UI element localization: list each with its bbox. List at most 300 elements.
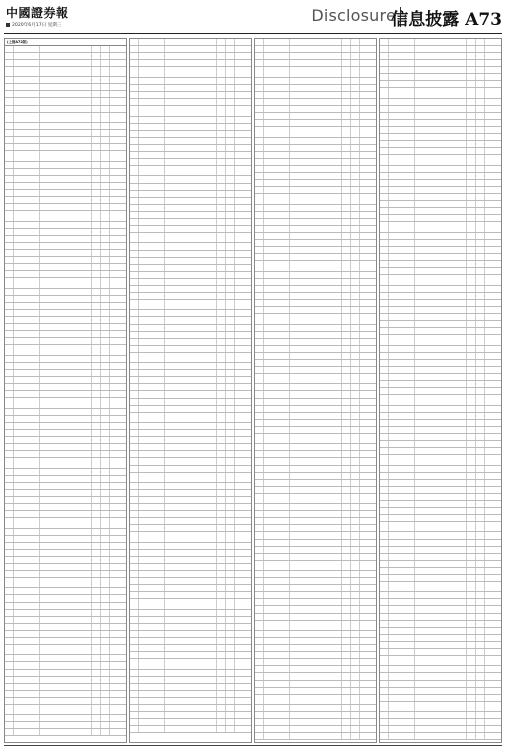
table-cell — [130, 106, 139, 116]
table-cell — [139, 191, 165, 197]
table-cell — [485, 568, 501, 574]
table-cell — [110, 458, 126, 468]
table-cell — [264, 46, 290, 52]
table-row — [380, 155, 501, 166]
table-cell — [389, 508, 415, 514]
table-cell — [14, 437, 40, 443]
table-cell — [217, 138, 226, 144]
table-cell — [255, 631, 264, 637]
table-row — [380, 353, 501, 360]
table-cell — [467, 726, 476, 732]
table-cell — [92, 151, 101, 161]
table-cell — [415, 487, 467, 493]
table-cell — [351, 53, 360, 59]
table-cell — [290, 127, 342, 137]
table-cell — [101, 197, 110, 203]
table-cell — [14, 670, 40, 676]
table-row — [255, 78, 376, 85]
table-cell — [235, 377, 251, 383]
table-row — [380, 233, 501, 240]
table-cell — [226, 106, 235, 116]
table-cell — [14, 197, 40, 203]
table-cell — [255, 494, 264, 504]
table-row — [255, 540, 376, 547]
table-cell — [40, 543, 92, 549]
table-cell — [255, 233, 264, 239]
table-row — [380, 649, 501, 656]
table-cell — [14, 715, 40, 721]
table-cell — [380, 67, 389, 73]
table-cell — [217, 85, 226, 91]
table-cell — [92, 77, 101, 83]
table-row — [255, 173, 376, 180]
table-cell — [226, 233, 235, 243]
table-cell — [360, 391, 376, 397]
table-cell — [380, 688, 389, 694]
table-cell — [110, 53, 126, 59]
table-cell — [165, 444, 217, 450]
table-cell — [165, 325, 217, 331]
table-cell — [360, 494, 376, 504]
table-cell — [110, 98, 126, 104]
table-cell — [101, 370, 110, 376]
table-cell — [342, 247, 351, 253]
table-cell — [264, 673, 290, 679]
table-cell — [342, 325, 351, 331]
table-cell — [110, 151, 126, 161]
table-cell — [389, 173, 415, 179]
table-cell — [264, 638, 290, 644]
table-cell — [360, 240, 376, 246]
table-cell — [235, 490, 251, 496]
table-cell — [217, 571, 226, 577]
table-cell — [101, 151, 110, 161]
table-row — [380, 568, 501, 575]
table-cell — [351, 554, 360, 560]
table-cell — [415, 532, 467, 538]
table-cell — [101, 670, 110, 676]
table-cell — [380, 99, 389, 105]
table-cell — [467, 353, 476, 359]
table-row — [255, 631, 376, 638]
table-cell — [139, 610, 165, 616]
table-row — [255, 733, 376, 740]
table-row — [5, 578, 126, 589]
table-cell — [130, 458, 139, 464]
table-cell — [415, 480, 467, 486]
table-cell — [14, 705, 40, 715]
table-cell — [5, 144, 14, 150]
table-cell — [415, 681, 467, 687]
table-cell — [92, 53, 101, 59]
table-cell — [360, 127, 376, 137]
table-cell — [14, 645, 40, 655]
table-cell — [110, 684, 126, 690]
table-row — [380, 702, 501, 713]
table-cell — [380, 148, 389, 154]
table-row — [255, 219, 376, 226]
table-row — [380, 473, 501, 480]
table-cell — [165, 413, 217, 423]
table-cell — [351, 60, 360, 66]
table-cell — [101, 384, 110, 390]
table-cell — [217, 430, 226, 436]
table-cell — [467, 666, 476, 672]
table-cell — [101, 645, 110, 655]
table-cell — [110, 631, 126, 637]
table-cell — [360, 532, 376, 538]
table-cell — [290, 180, 342, 186]
table-cell — [290, 391, 342, 397]
table-row — [130, 705, 251, 712]
table-cell — [217, 293, 226, 299]
table-row — [380, 120, 501, 127]
table-cell — [226, 423, 235, 429]
table-row — [380, 307, 501, 314]
table-row — [130, 497, 251, 504]
table-cell — [360, 226, 376, 232]
table-cell — [226, 543, 235, 549]
table-cell — [476, 247, 485, 253]
table-cell — [14, 631, 40, 637]
table-cell — [380, 360, 389, 366]
table-cell — [415, 381, 467, 387]
table-cell — [264, 652, 290, 658]
table-cell — [5, 264, 14, 270]
table-cell — [5, 67, 14, 77]
table-cell — [101, 204, 110, 210]
table-cell — [389, 614, 415, 620]
table-row — [130, 39, 251, 46]
table-cell — [342, 212, 351, 218]
table-cell — [255, 247, 264, 253]
table-cell — [255, 726, 264, 732]
table-cell — [110, 437, 126, 443]
table-cell — [101, 229, 110, 235]
table-cell — [360, 631, 376, 637]
table-row — [130, 458, 251, 465]
table-cell — [101, 222, 110, 228]
table-cell — [235, 624, 251, 630]
table-cell — [255, 226, 264, 232]
table-cell — [92, 617, 101, 623]
table-cell — [389, 215, 415, 221]
table-cell — [342, 673, 351, 679]
table-cell — [290, 173, 342, 179]
table-cell — [415, 568, 467, 574]
table-row — [130, 532, 251, 543]
table-cell — [290, 307, 342, 313]
table-row — [5, 310, 126, 317]
table-cell — [139, 78, 165, 84]
table-row — [380, 81, 501, 88]
table-cell — [130, 557, 139, 563]
table-row — [5, 518, 126, 529]
table-cell — [139, 705, 165, 711]
table-row — [255, 272, 376, 279]
table-row — [5, 610, 126, 617]
table-cell — [14, 409, 40, 415]
table-cell — [101, 423, 110, 429]
table-cell — [255, 688, 264, 694]
table-cell — [110, 476, 126, 482]
table-row — [380, 606, 501, 613]
table-cell — [165, 159, 217, 165]
table-row — [255, 444, 376, 451]
table-row — [130, 698, 251, 705]
table-cell — [40, 123, 92, 129]
table-cell — [360, 712, 376, 718]
table-row — [380, 395, 501, 406]
table-cell — [101, 722, 110, 728]
table-cell — [5, 345, 14, 355]
table-cell — [485, 141, 501, 147]
table-cell — [110, 162, 126, 168]
table-cell — [5, 595, 14, 601]
table-cell — [165, 691, 217, 697]
table-cell — [226, 243, 235, 249]
table-cell — [110, 384, 126, 390]
table-cell — [101, 617, 110, 623]
table-cell — [110, 624, 126, 630]
table-cell — [476, 155, 485, 165]
table-cell — [380, 81, 389, 87]
table-cell — [360, 205, 376, 211]
table-cell — [415, 254, 467, 260]
table-cell — [255, 413, 264, 419]
table-cell — [40, 384, 92, 390]
table-cell — [389, 554, 415, 560]
table-cell — [290, 458, 342, 464]
table-cell — [40, 345, 92, 355]
table-cell — [485, 395, 501, 405]
table-cell — [360, 254, 376, 260]
table-cell — [101, 250, 110, 256]
table-cell — [226, 145, 235, 151]
table-cell — [92, 504, 101, 510]
table-row — [130, 384, 251, 391]
table-cell — [139, 176, 165, 182]
table-cell — [342, 60, 351, 66]
table-row — [255, 293, 376, 300]
table-row — [5, 356, 126, 363]
table-cell — [14, 204, 40, 210]
table-cell — [467, 286, 476, 292]
dateline-text: 2020年6月17日 星期三 — [12, 23, 62, 28]
table-cell — [351, 293, 360, 299]
table-cell — [255, 339, 264, 345]
table-cell — [40, 705, 92, 715]
table-cell — [389, 328, 415, 334]
table-cell — [342, 631, 351, 637]
table-cell — [380, 187, 389, 193]
table-cell — [226, 610, 235, 616]
table-cell — [139, 659, 165, 669]
table-cell — [5, 317, 14, 323]
table-cell — [101, 169, 110, 175]
table-cell — [467, 60, 476, 66]
table-cell — [110, 91, 126, 97]
table-cell — [235, 85, 251, 91]
table-cell — [476, 406, 485, 412]
table-cell — [226, 310, 235, 316]
table-cell — [101, 476, 110, 482]
table-cell — [290, 286, 342, 292]
table-cell — [360, 180, 376, 186]
table-cell — [5, 356, 14, 362]
table-cell — [467, 614, 476, 620]
table-cell — [264, 391, 290, 397]
table-cell — [139, 458, 165, 464]
table-cell — [415, 515, 467, 521]
table-cell — [165, 652, 217, 658]
table-cell — [217, 92, 226, 98]
table-cell — [342, 85, 351, 91]
table-cell — [467, 420, 476, 426]
table-cell — [360, 353, 376, 359]
table-cell — [264, 346, 290, 352]
table-rows — [380, 39, 501, 742]
table-cell — [380, 300, 389, 306]
table-cell — [235, 659, 251, 669]
table-row — [255, 67, 376, 78]
table-cell — [235, 726, 251, 732]
table-cell — [351, 120, 360, 126]
table-cell — [5, 338, 14, 344]
table-cell — [360, 480, 376, 486]
table-cell — [217, 346, 226, 352]
table-cell — [235, 466, 251, 472]
table-cell — [92, 430, 101, 436]
table-cell — [139, 617, 165, 623]
table-cell — [380, 712, 389, 718]
table-cell — [5, 151, 14, 161]
table-row — [255, 85, 376, 92]
table-cell — [110, 430, 126, 436]
table-cell — [40, 197, 92, 203]
table-row — [380, 367, 501, 374]
table-cell — [217, 279, 226, 285]
table-cell — [290, 504, 342, 510]
table-cell — [226, 684, 235, 690]
table-cell — [351, 205, 360, 211]
table-cell — [415, 733, 467, 739]
table-cell — [467, 582, 476, 592]
table-cell — [165, 145, 217, 151]
table-cell — [360, 67, 376, 77]
table-cell — [130, 564, 139, 570]
table-cell — [5, 603, 14, 609]
table-row — [130, 638, 251, 645]
table-cell — [342, 367, 351, 373]
table-cell — [467, 702, 476, 712]
table-cell — [40, 670, 92, 676]
table-cell — [476, 261, 485, 267]
table-cell — [485, 726, 501, 732]
table-cell — [226, 504, 235, 510]
table-row — [255, 60, 376, 67]
table-cell — [255, 194, 264, 204]
table-cell — [255, 554, 264, 560]
table-cell — [342, 346, 351, 352]
table-cell — [360, 578, 376, 584]
table-row — [255, 487, 376, 494]
table-cell — [255, 652, 264, 658]
table-cell — [415, 406, 467, 412]
table-cell — [14, 458, 40, 468]
table-cell — [415, 427, 467, 433]
table-cell — [101, 518, 110, 528]
table-cell — [101, 409, 110, 415]
table-cell — [110, 106, 126, 112]
table-row — [380, 254, 501, 261]
table-cell — [40, 578, 92, 588]
table-cell — [380, 532, 389, 538]
table-cell — [14, 603, 40, 609]
table-row — [130, 564, 251, 571]
table-cell — [389, 233, 415, 239]
table-cell — [139, 124, 165, 130]
table-cell — [380, 455, 389, 465]
table-cell — [110, 564, 126, 570]
table-cell — [101, 677, 110, 683]
table-cell — [226, 444, 235, 450]
table-cell — [264, 180, 290, 186]
table-cell — [139, 293, 165, 299]
table-cell — [92, 106, 101, 112]
table-cell — [485, 666, 501, 672]
table-cell — [255, 451, 264, 457]
table-cell — [165, 198, 217, 204]
table-cell — [101, 437, 110, 443]
table-cell — [485, 649, 501, 655]
table-cell — [351, 332, 360, 338]
table-cell — [290, 78, 342, 84]
table-cell — [40, 490, 92, 496]
table-cell — [217, 219, 226, 225]
table-cell — [389, 547, 415, 553]
table-cell — [476, 141, 485, 147]
table-cell — [485, 522, 501, 532]
table-cell — [290, 406, 342, 412]
table-row — [255, 621, 376, 632]
table-cell — [130, 511, 139, 517]
table-cell — [92, 458, 101, 468]
table-cell — [5, 638, 14, 644]
table-cell — [139, 353, 165, 363]
table-cell — [92, 550, 101, 556]
table-row — [380, 67, 501, 74]
table-cell — [139, 85, 165, 91]
table-cell — [5, 571, 14, 577]
table-cell — [467, 293, 476, 299]
table-cell — [415, 99, 467, 105]
table-cell — [5, 536, 14, 542]
table-cell — [226, 205, 235, 211]
table-cell — [389, 74, 415, 80]
table-cell — [110, 444, 126, 450]
table-cell — [380, 173, 389, 179]
table-cell — [5, 296, 14, 302]
table-cell — [389, 621, 415, 627]
table-row — [130, 265, 251, 272]
table-cell — [360, 293, 376, 299]
table-cell — [14, 536, 40, 542]
table-cell — [235, 504, 251, 510]
table-cell — [415, 582, 467, 592]
table-cell — [130, 325, 139, 331]
table-cell — [40, 550, 92, 556]
